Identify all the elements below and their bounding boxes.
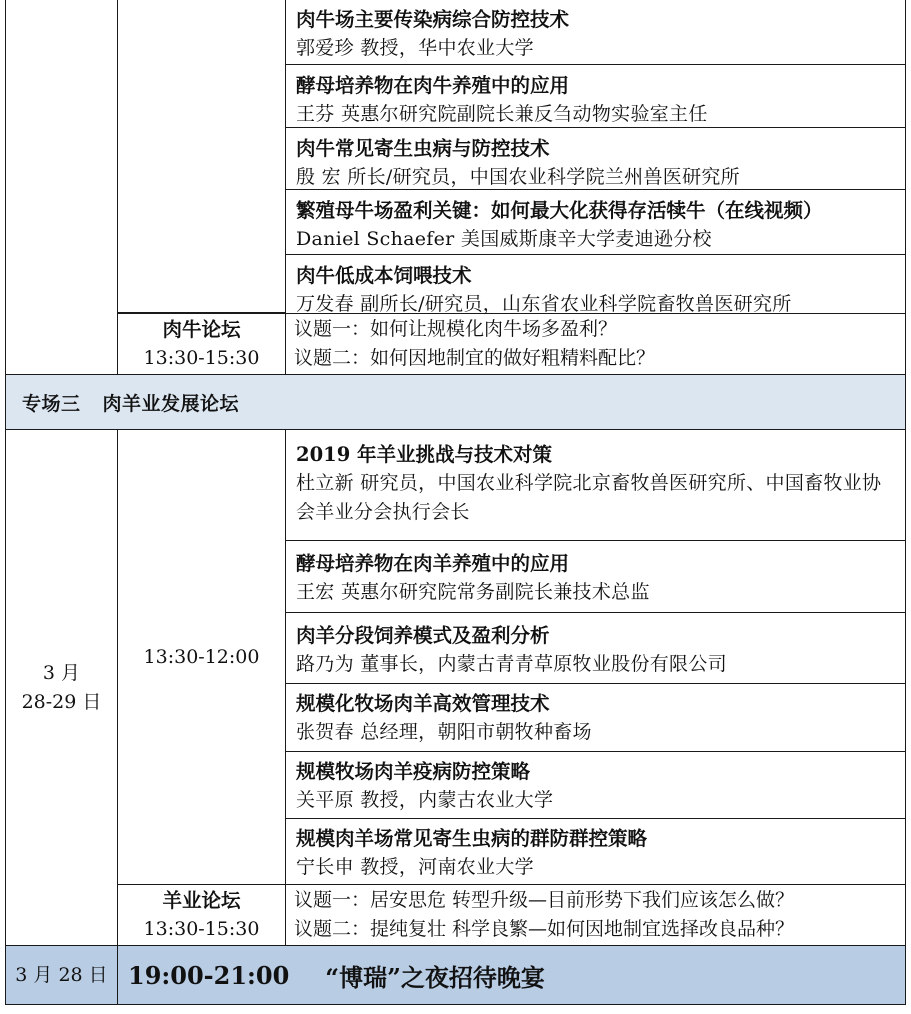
- topic-title: 肉牛场主要传染病综合防控技术: [296, 8, 570, 31]
- topic-title: 规模牧场肉羊疫病防控策略: [296, 760, 531, 783]
- date-cell: [5, 429, 118, 946]
- topic-speaker: 万发春 副所长/研究员，山东省农业科学院畜牧兽医研究所: [296, 293, 792, 315]
- topic-speaker: 殷 宏 所长/研究员，中国农业科学院兰州兽医研究所: [296, 166, 740, 188]
- topic-row: [285, 751, 906, 819]
- cattle-forum-issues: [285, 313, 906, 375]
- topic-speaker: 王芬 英惠尔研究院副院长兼反刍动物实验室主任: [296, 103, 708, 125]
- topic-title: 规模化牧场肉羊高效管理技术: [296, 692, 550, 715]
- topic-row: [285, 429, 906, 541]
- topic-speaker: 路乃为 董事长，内蒙古青青草原牧业股份有限公司: [296, 653, 727, 675]
- sheep-forum-issues: [285, 884, 906, 946]
- topic-title: 2019 年羊业挑战与技术对策: [296, 443, 553, 466]
- forum-time: 13:30-15:30: [143, 347, 260, 369]
- topic-speaker: Daniel Schaefer 美国威斯康辛大学麦迪逊分校: [296, 228, 712, 250]
- forum-issue: 议题一：如何让规模化肉牛场多盈利？: [294, 318, 618, 340]
- footer-time: 19:00-21:00: [128, 960, 290, 990]
- topic-row: [285, 0, 906, 65]
- topic-row: [285, 64, 906, 128]
- topic-speaker: 宁长申 教授，河南农业大学: [296, 856, 534, 878]
- section-label: 专场三: [22, 392, 81, 415]
- footer-date-cell: [5, 945, 118, 1005]
- topic-title: 肉牛常见寄生虫病与防控技术: [296, 137, 550, 160]
- topic-row: [285, 683, 906, 752]
- footer-date: 3 月 28 日: [15, 963, 108, 986]
- forum-name: 羊业论坛: [162, 889, 241, 912]
- sheep-forum-label: [117, 884, 286, 946]
- footer-event-cell: [117, 945, 906, 1005]
- topic-title: 规模肉羊场常见寄生虫病的群防群控策略: [296, 827, 648, 850]
- time-cell: [117, 429, 286, 885]
- date-days: 28-29 日: [21, 690, 102, 713]
- topic-speaker: 郭爱珍 教授，华中农业大学: [296, 37, 534, 59]
- topic-row: [285, 127, 906, 190]
- date-cell-top: [5, 0, 118, 375]
- footer-event: “博瑞”之夜招待晚宴: [325, 962, 545, 992]
- forum-issue: 议题二：提纯复壮 科学良繁—如何因地制宜选择改良品种？: [294, 918, 795, 940]
- topic-row: [285, 254, 906, 314]
- forum-name: 肉牛论坛: [162, 318, 241, 341]
- topic-title: 酵母培养物在肉牛养殖中的应用: [296, 74, 570, 97]
- topic-row: [285, 540, 906, 613]
- topic-row: [285, 612, 906, 684]
- forum-issue: 议题一：居安思危 转型升级—目前形势下我们应该怎么做？: [294, 889, 795, 911]
- topic-title: 肉羊分段饲养模式及盈利分析: [296, 624, 550, 647]
- topic-speaker: 杜立新 研究员，中国农业科学院北京畜牧兽医研究所、中国畜牧业协会羊业分会执行会长: [296, 472, 882, 523]
- section-header: [5, 374, 906, 430]
- time-cell-top: [117, 0, 286, 313]
- session-time: 13:30-12:00: [143, 645, 260, 668]
- forum-issue: 议题二：如何因地制宜的做好粗精料配比？: [294, 347, 656, 369]
- cattle-forum-label: [117, 313, 286, 375]
- topic-title: 肉牛低成本饲喂技术: [296, 264, 472, 287]
- topic-speaker: 关平原 教授，内蒙古农业大学: [296, 789, 554, 811]
- date-month: 3 月: [42, 661, 81, 684]
- topic-speaker: 王宏 英惠尔研究院常务副院长兼技术总监: [296, 581, 650, 603]
- topic-row: [285, 189, 906, 255]
- topic-title: 酵母培养物在肉羊养殖中的应用: [296, 552, 570, 575]
- section-title: 肉羊业发展论坛: [102, 392, 240, 415]
- topic-title: 繁殖母牛场盈利关键：如何最大化获得存活犊牛（在线视频）: [296, 199, 823, 222]
- forum-time: 13:30-15:30: [143, 918, 260, 940]
- topic-speaker: 张贺春 总经理，朝阳市朝牧种畜场: [296, 721, 592, 743]
- topic-row: [285, 818, 906, 885]
